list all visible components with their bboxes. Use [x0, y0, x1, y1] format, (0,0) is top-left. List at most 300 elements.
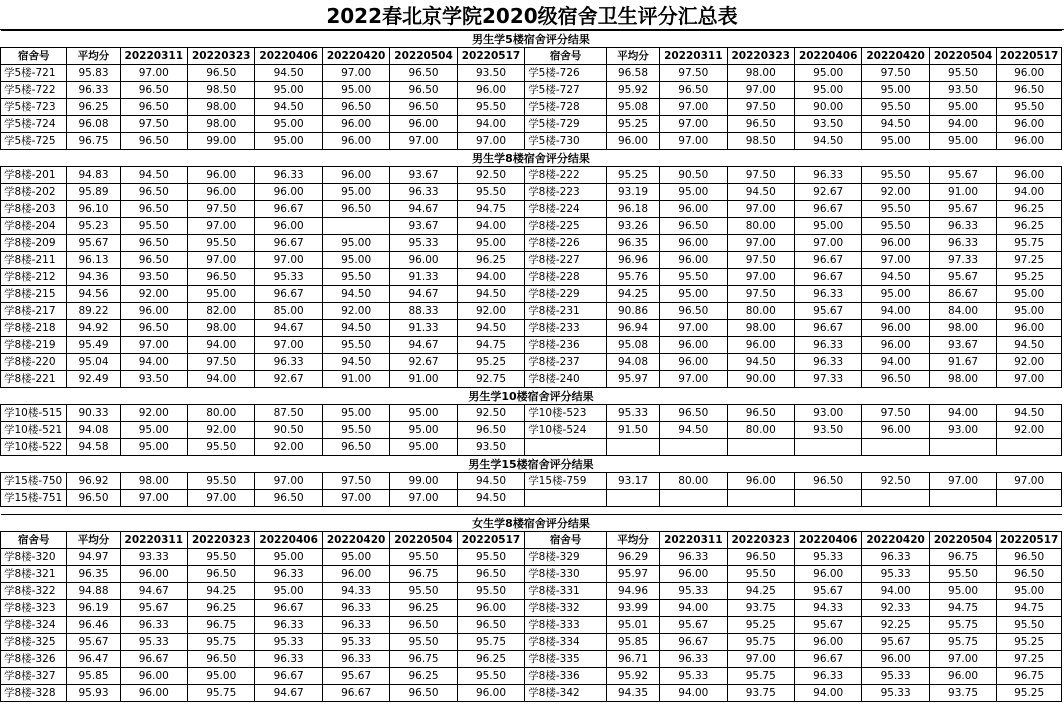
score-cell: 96.00 — [390, 252, 457, 269]
average-cell: 95.67 — [67, 235, 120, 252]
room-cell: 学8楼-223 — [525, 184, 607, 201]
score-cell: 96.25 — [188, 600, 255, 617]
score-cell: 97.00 — [255, 252, 322, 269]
score-cell: 97.50 — [727, 286, 794, 303]
score-cell: 91.67 — [929, 354, 996, 371]
column-header: 20220323 — [188, 48, 255, 65]
score-cell: 94.75 — [457, 337, 524, 354]
column-header: 20220420 — [322, 48, 389, 65]
score-cell: 96.33 — [862, 549, 929, 566]
average-cell: 95.33 — [606, 405, 659, 422]
section-title-row — [1, 388, 1062, 405]
table-row — [1, 651, 1062, 668]
average-cell: 95.92 — [606, 668, 659, 685]
score-cell: 96.00 — [997, 133, 1062, 150]
score-cell: 97.00 — [390, 490, 457, 507]
score-cell: 94.00 — [188, 371, 255, 388]
score-cell: 92.00 — [322, 303, 389, 320]
score-cell: 96.33 — [794, 167, 861, 184]
score-cell: 95.00 — [322, 184, 389, 201]
score-cell: 96.00 — [660, 354, 727, 371]
score-cell: 96.00 — [862, 422, 929, 439]
score-cell: 96.50 — [255, 490, 322, 507]
table-row — [1, 371, 1062, 388]
score-cell: 99.00 — [390, 473, 457, 490]
score-cell: 91.00 — [929, 184, 996, 201]
average-cell: 95.97 — [606, 371, 659, 388]
score-cell: 96.00 — [727, 337, 794, 354]
score-cell: 96.50 — [322, 201, 389, 218]
section-title-row — [1, 515, 1062, 532]
score-cell: 93.75 — [727, 600, 794, 617]
score-cell: 97.50 — [322, 473, 389, 490]
average-cell: 96.13 — [67, 252, 120, 269]
score-cell: 95.50 — [188, 439, 255, 456]
room-cell: 学8楼-327 — [1, 668, 67, 685]
room-cell: 学5楼-729 — [525, 116, 607, 133]
score-cell: 95.00 — [390, 439, 457, 456]
score-cell: 96.00 — [997, 167, 1062, 184]
score-cell: 95.00 — [120, 422, 187, 439]
score-cell: 96.33 — [255, 167, 322, 184]
score-cell: 95.50 — [322, 422, 389, 439]
score-cell: 96.00 — [457, 82, 524, 99]
room-cell: 学8楼-342 — [525, 685, 607, 702]
room-cell: 学8楼-324 — [1, 617, 67, 634]
score-cell: 93.50 — [120, 269, 187, 286]
score-cell: 97.50 — [862, 405, 929, 422]
room-cell: 学8楼-219 — [1, 337, 67, 354]
score-cell: 94.50 — [457, 473, 524, 490]
section-title: 男生学10楼宿舍评分结果 — [1, 388, 1062, 405]
score-cell: 96.67 — [660, 634, 727, 651]
score-cell: 95.50 — [188, 549, 255, 566]
table-row — [1, 490, 1062, 507]
score-cell: 92.00 — [188, 422, 255, 439]
score-cell: 96.00 — [322, 167, 389, 184]
score-cell: 95.00 — [255, 116, 322, 133]
score-cell: 97.00 — [457, 133, 524, 150]
score-cell: 96.50 — [120, 252, 187, 269]
table-row — [1, 65, 1062, 82]
column-header: 20220311 — [660, 48, 727, 65]
score-cell: 96.50 — [390, 82, 457, 99]
score-cell: 95.50 — [188, 235, 255, 252]
score-cell: 96.33 — [660, 549, 727, 566]
score-cell: 94.50 — [255, 65, 322, 82]
score-cell: 96.50 — [390, 617, 457, 634]
score-cell: 96.75 — [390, 651, 457, 668]
score-cell: 96.50 — [120, 82, 187, 99]
section-title-row — [1, 456, 1062, 473]
score-cell: 94.00 — [862, 354, 929, 371]
score-cell: 95.75 — [929, 617, 996, 634]
score-cell: 94.50 — [457, 490, 524, 507]
table-row — [1, 685, 1062, 702]
score-cell: 91.33 — [390, 269, 457, 286]
score-cell: 95.00 — [255, 133, 322, 150]
table-row — [1, 566, 1062, 583]
score-cell — [660, 439, 727, 456]
average-cell: 95.08 — [606, 337, 659, 354]
room-cell: 学8楼-322 — [1, 583, 67, 600]
score-cell: 98.00 — [929, 320, 996, 337]
score-cell — [727, 490, 794, 507]
score-cell: 96.67 — [255, 286, 322, 303]
average-cell: 93.26 — [606, 218, 659, 235]
score-cell: 95.50 — [390, 549, 457, 566]
score-cell: 94.50 — [727, 354, 794, 371]
room-cell: 学8楼-321 — [1, 566, 67, 583]
score-cell: 94.00 — [929, 405, 996, 422]
room-cell: 学10楼-522 — [1, 439, 67, 456]
score-cell: 95.50 — [997, 617, 1062, 634]
average-cell: 90.33 — [67, 405, 120, 422]
average-cell: 93.99 — [606, 600, 659, 617]
score-cell: 92.67 — [794, 184, 861, 201]
score-cell: 96.50 — [188, 269, 255, 286]
average-cell: 91.50 — [606, 422, 659, 439]
average-cell: 94.58 — [67, 439, 120, 456]
column-header: 宿舍号 — [525, 532, 607, 549]
score-cell: 94.50 — [457, 320, 524, 337]
score-cell: 95.00 — [322, 252, 389, 269]
score-cell: 96.67 — [322, 685, 389, 702]
score-cell: 95.00 — [794, 65, 861, 82]
score-cell: 98.00 — [727, 320, 794, 337]
column-header: 20220323 — [727, 532, 794, 549]
score-cell: 96.50 — [660, 303, 727, 320]
average-cell: 94.92 — [67, 320, 120, 337]
score-cell: 94.00 — [660, 600, 727, 617]
score-cell: 94.00 — [188, 337, 255, 354]
room-cell: 学8楼-211 — [1, 252, 67, 269]
room-cell: 学8楼-237 — [525, 354, 607, 371]
score-cell: 96.25 — [457, 651, 524, 668]
average-cell: 94.97 — [67, 549, 120, 566]
score-cell: 97.25 — [997, 651, 1062, 668]
score-cell: 95.50 — [862, 218, 929, 235]
score-cell: 95.00 — [660, 184, 727, 201]
score-cell — [727, 439, 794, 456]
score-cell: 96.25 — [457, 252, 524, 269]
score-cell: 96.00 — [390, 116, 457, 133]
score-cell: 96.00 — [660, 201, 727, 218]
average-cell: 94.35 — [606, 685, 659, 702]
score-cell: 96.67 — [255, 668, 322, 685]
score-cell: 97.00 — [120, 490, 187, 507]
score-cell: 96.75 — [929, 549, 996, 566]
room-cell: 学15楼-759 — [525, 473, 607, 490]
average-cell — [606, 490, 659, 507]
score-cell: 95.00 — [120, 439, 187, 456]
score-cell: 95.75 — [929, 634, 996, 651]
room-cell: 学8楼-236 — [525, 337, 607, 354]
score-cell: 96.50 — [727, 116, 794, 133]
room-cell: 学8楼-333 — [525, 617, 607, 634]
column-header: 20220420 — [862, 532, 929, 549]
table-row — [1, 634, 1062, 651]
room-cell: 学8楼-334 — [525, 634, 607, 651]
score-cell: 94.50 — [457, 286, 524, 303]
score-cell: 94.67 — [255, 685, 322, 702]
section-title: 男生学5楼宿舍评分结果 — [1, 31, 1062, 48]
score-cell: 97.00 — [660, 116, 727, 133]
score-cell: 92.00 — [457, 303, 524, 320]
score-cell: 95.50 — [929, 65, 996, 82]
score-cell: 95.33 — [862, 668, 929, 685]
score-cell: 97.50 — [727, 99, 794, 116]
score-cell: 97.00 — [997, 473, 1062, 490]
column-header: 平均分 — [67, 532, 120, 549]
score-cell: 97.00 — [997, 371, 1062, 388]
score-cell: 96.50 — [660, 405, 727, 422]
score-cell: 94.67 — [390, 286, 457, 303]
table-row — [1, 167, 1062, 184]
column-header: 20220517 — [457, 532, 524, 549]
column-header: 平均分 — [67, 48, 120, 65]
score-cell: 95.33 — [794, 549, 861, 566]
score-cell: 95.00 — [997, 286, 1062, 303]
score-cell: 96.67 — [255, 201, 322, 218]
score-cell: 97.00 — [390, 133, 457, 150]
score-cell: 95.00 — [188, 286, 255, 303]
room-cell: 学5楼-724 — [1, 116, 67, 133]
score-cell: 96.33 — [929, 235, 996, 252]
score-cell: 96.50 — [862, 371, 929, 388]
score-cell: 80.00 — [188, 405, 255, 422]
column-header: 20220311 — [660, 532, 727, 549]
score-cell: 95.50 — [929, 566, 996, 583]
score-cell: 94.50 — [120, 167, 187, 184]
score-cell: 96.00 — [255, 218, 322, 235]
score-cell — [929, 490, 996, 507]
room-cell: 学8楼-325 — [1, 634, 67, 651]
average-cell: 96.75 — [67, 133, 120, 150]
score-cell: 92.00 — [255, 439, 322, 456]
score-cell: 80.00 — [660, 473, 727, 490]
room-cell: 学5楼-727 — [525, 82, 607, 99]
column-header: 宿舍号 — [1, 532, 67, 549]
score-cell: 95.75 — [727, 634, 794, 651]
room-cell: 学8楼-336 — [525, 668, 607, 685]
room-cell: 学8楼-209 — [1, 235, 67, 252]
score-cell: 96.75 — [188, 617, 255, 634]
score-cell: 93.50 — [457, 439, 524, 456]
average-cell: 90.86 — [606, 303, 659, 320]
score-cell: 93.67 — [390, 218, 457, 235]
score-cell: 95.50 — [727, 566, 794, 583]
room-cell: 学8楼-228 — [525, 269, 607, 286]
room-cell: 学8楼-204 — [1, 218, 67, 235]
room-cell: 学8楼-329 — [525, 549, 607, 566]
score-cell: 94.25 — [188, 583, 255, 600]
average-cell: 94.25 — [606, 286, 659, 303]
score-cell: 95.33 — [255, 269, 322, 286]
score-cell: 97.50 — [862, 65, 929, 82]
table-row — [1, 201, 1062, 218]
room-cell: 学8楼-240 — [525, 371, 607, 388]
average-cell: 89.22 — [67, 303, 120, 320]
score-cell: 97.00 — [660, 99, 727, 116]
room-cell: 学8楼-220 — [1, 354, 67, 371]
score-cell: 97.00 — [929, 651, 996, 668]
score-cell: 97.00 — [660, 320, 727, 337]
room-cell: 学8楼-330 — [525, 566, 607, 583]
score-cell — [862, 439, 929, 456]
score-cell: 95.67 — [794, 303, 861, 320]
score-cell: 96.00 — [794, 566, 861, 583]
score-cell: 95.25 — [727, 617, 794, 634]
score-cell: 95.50 — [390, 583, 457, 600]
room-cell: 学8楼-203 — [1, 201, 67, 218]
score-cell: 93.67 — [929, 337, 996, 354]
score-cell: 98.00 — [188, 320, 255, 337]
table-row — [1, 473, 1062, 490]
score-cell: 97.00 — [255, 473, 322, 490]
section-title: 女生学8楼宿舍评分结果 — [1, 515, 1062, 532]
score-cell: 96.33 — [794, 337, 861, 354]
score-cell: 96.50 — [322, 439, 389, 456]
column-header: 20220504 — [929, 48, 996, 65]
score-cell: 95.50 — [862, 99, 929, 116]
score-cell: 95.00 — [390, 422, 457, 439]
column-header: 20220504 — [390, 532, 457, 549]
score-cell: 96.00 — [660, 337, 727, 354]
score-cell: 94.50 — [255, 99, 322, 116]
column-header-row — [1, 48, 1062, 65]
column-header: 20220504 — [390, 48, 457, 65]
score-cell: 97.00 — [322, 65, 389, 82]
score-cell: 95.33 — [660, 668, 727, 685]
score-cell: 97.00 — [727, 82, 794, 99]
table-row — [1, 600, 1062, 617]
score-cell: 96.25 — [390, 668, 457, 685]
score-cell: 96.00 — [660, 566, 727, 583]
room-cell: 学8楼-233 — [525, 320, 607, 337]
table-row — [1, 133, 1062, 150]
score-cell: 96.25 — [390, 600, 457, 617]
score-cell: 94.50 — [862, 116, 929, 133]
score-cell: 96.67 — [794, 651, 861, 668]
score-cell: 97.00 — [188, 490, 255, 507]
room-cell: 学8楼-320 — [1, 549, 67, 566]
score-cell: 94.00 — [660, 685, 727, 702]
score-cell: 97.50 — [120, 116, 187, 133]
score-cell: 96.33 — [794, 286, 861, 303]
score-cell: 94.00 — [120, 354, 187, 371]
table-row — [1, 422, 1062, 439]
room-cell: 学8楼-231 — [525, 303, 607, 320]
score-cell: 95.33 — [862, 685, 929, 702]
room-cell: 学8楼-224 — [525, 201, 607, 218]
score-cell: 96.00 — [322, 116, 389, 133]
score-cell: 93.50 — [120, 371, 187, 388]
score-cell: 94.00 — [997, 184, 1062, 201]
score-cell: 96.00 — [120, 303, 187, 320]
score-cell: 96.00 — [322, 133, 389, 150]
room-cell: 学8楼-328 — [1, 685, 67, 702]
room-cell: 学8楼-202 — [1, 184, 67, 201]
column-header: 20220323 — [188, 532, 255, 549]
average-cell: 96.08 — [67, 116, 120, 133]
score-cell: 88.33 — [390, 303, 457, 320]
score-cell: 92.25 — [862, 617, 929, 634]
score-cell: 95.67 — [660, 617, 727, 634]
score-cell: 84.00 — [929, 303, 996, 320]
score-cell: 96.00 — [997, 65, 1062, 82]
room-cell: 学5楼-730 — [525, 133, 607, 150]
table-row — [1, 337, 1062, 354]
score-cell: 95.50 — [457, 549, 524, 566]
score-cell: 96.50 — [120, 99, 187, 116]
average-cell: 95.85 — [67, 668, 120, 685]
column-header: 宿舍号 — [525, 48, 607, 65]
column-header: 平均分 — [606, 532, 659, 549]
room-cell: 学8楼-326 — [1, 651, 67, 668]
score-cell: 97.50 — [727, 167, 794, 184]
column-header: 宿舍号 — [1, 48, 67, 65]
score-cell: 97.00 — [120, 337, 187, 354]
average-cell: 93.17 — [606, 473, 659, 490]
score-cell: 95.67 — [929, 201, 996, 218]
average-cell: 95.49 — [67, 337, 120, 354]
score-cell: 96.00 — [457, 685, 524, 702]
score-cell: 94.00 — [862, 303, 929, 320]
score-cell: 95.00 — [390, 405, 457, 422]
room-cell: 学15楼-751 — [1, 490, 67, 507]
average-cell: 95.89 — [67, 184, 120, 201]
score-cell: 96.50 — [120, 320, 187, 337]
average-cell: 96.94 — [606, 320, 659, 337]
column-header: 20220311 — [120, 48, 187, 65]
score-cell: 90.00 — [727, 371, 794, 388]
score-cell: 97.00 — [188, 218, 255, 235]
score-cell: 92.67 — [255, 371, 322, 388]
score-cell: 96.67 — [120, 651, 187, 668]
score-cell: 94.00 — [457, 116, 524, 133]
score-cell: 96.33 — [255, 617, 322, 634]
column-header: 20220504 — [929, 532, 996, 549]
score-cell: 95.00 — [862, 286, 929, 303]
score-cell: 96.50 — [120, 133, 187, 150]
section-title-row — [1, 31, 1062, 48]
table-row — [1, 99, 1062, 116]
column-header: 20220420 — [322, 532, 389, 549]
average-cell: 95.83 — [67, 65, 120, 82]
score-cell: 93.00 — [929, 422, 996, 439]
score-cell: 95.75 — [188, 634, 255, 651]
average-cell: 94.08 — [606, 354, 659, 371]
score-cell: 95.00 — [660, 286, 727, 303]
score-cell: 92.50 — [457, 167, 524, 184]
room-cell: 学8楼-217 — [1, 303, 67, 320]
score-cell: 96.00 — [862, 337, 929, 354]
average-cell: 95.92 — [606, 82, 659, 99]
score-cell: 94.50 — [862, 269, 929, 286]
score-cell: 95.50 — [457, 99, 524, 116]
score-cell: 95.67 — [322, 668, 389, 685]
score-cell: 96.00 — [660, 235, 727, 252]
column-header: 20220406 — [255, 532, 322, 549]
score-cell: 96.50 — [390, 685, 457, 702]
score-cell: 97.00 — [794, 235, 861, 252]
score-cell: 94.50 — [794, 133, 861, 150]
score-cell: 96.33 — [390, 184, 457, 201]
score-cell: 94.50 — [322, 286, 389, 303]
score-cell: 97.50 — [188, 201, 255, 218]
score-cell: 96.00 — [727, 473, 794, 490]
